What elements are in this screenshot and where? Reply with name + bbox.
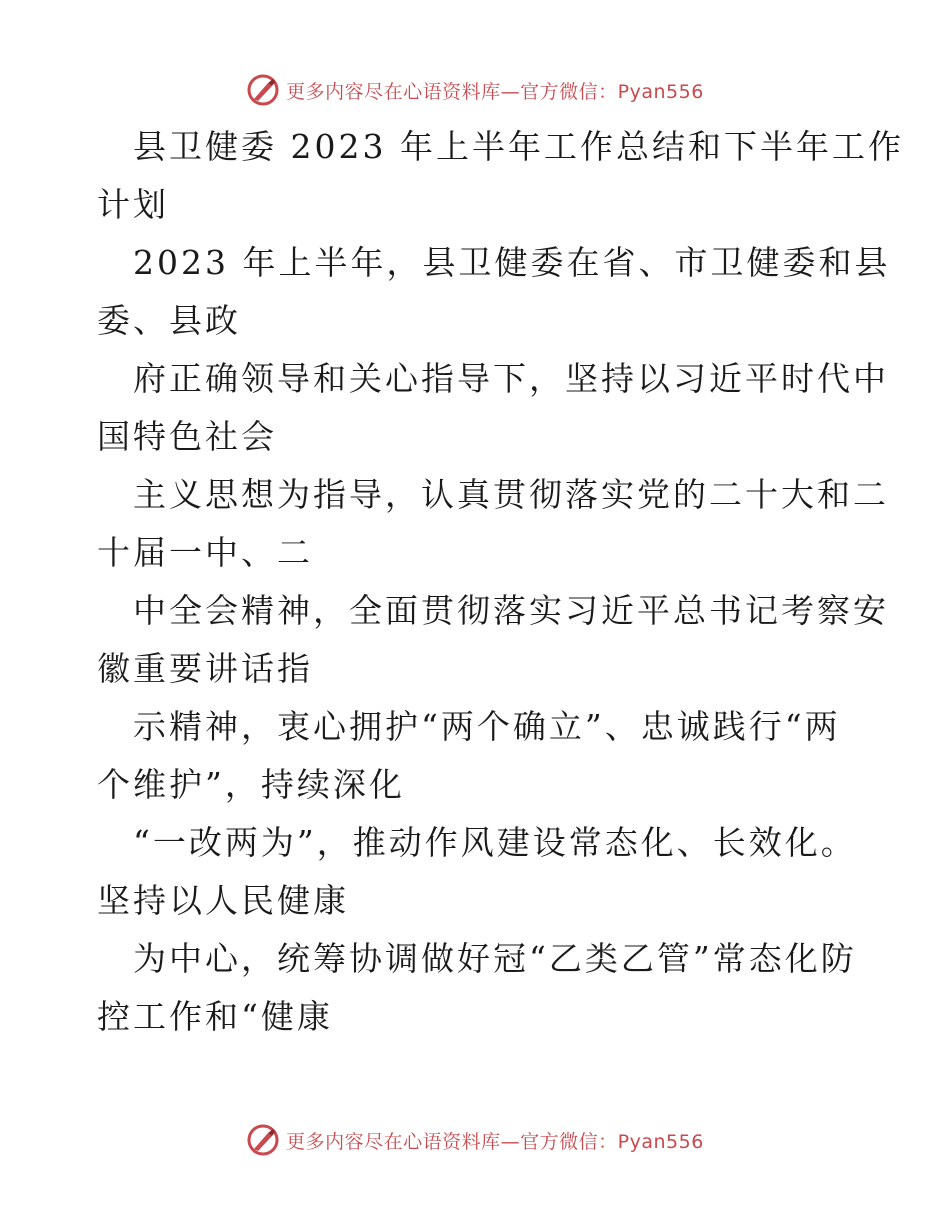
text-line: 县卫健委 2023 年上半年工作总结和下半年工作 — [133, 127, 904, 166]
header-watermark — [0, 70, 950, 110]
text-line: 个维护”，持续深化 — [97, 765, 405, 804]
text-line: 中全会精神，全面贯彻落实习近平总书记考察安 — [133, 591, 889, 630]
pen-logo-icon — [246, 1123, 280, 1157]
text-line: “一改两为”，推动作风建设常态化、长效化。 — [133, 823, 857, 862]
text-line: 2023 年上半年，县卫健委在省、市卫健委和县 — [133, 243, 891, 282]
text-line: 主义思想为指导，认真贯彻落实党的二十大和二 — [133, 475, 889, 514]
text-line: 委、县政 — [97, 301, 241, 340]
watermark-text: 更多内容尽在心语资料库—官方微信：Pyan556 — [286, 80, 704, 103]
text-line: 控工作和“健康 — [97, 997, 333, 1036]
text-line: 国特色社会 — [97, 417, 277, 456]
watermark-text: 更多内容尽在心语资料库—官方微信：Pyan556 — [286, 1130, 704, 1153]
text-line: 十届一中、二 — [97, 533, 313, 572]
text-line: 为中心，统筹协调做好冠“乙类乙管”常态化防 — [133, 939, 857, 978]
document-body — [97, 118, 904, 1046]
text-line: 府正确领导和关心指导下，坚持以习近平时代中 — [133, 359, 889, 398]
text-line: 徽重要讲话指 — [97, 649, 313, 688]
text-line: 坚持以人民健康 — [97, 881, 349, 920]
text-line: 示精神，衷心拥护“两个确立”、忠诚践行“两 — [133, 707, 841, 746]
footer-watermark — [0, 1120, 950, 1160]
text-line: 计划 — [97, 185, 169, 224]
pen-logo-icon — [246, 73, 280, 107]
